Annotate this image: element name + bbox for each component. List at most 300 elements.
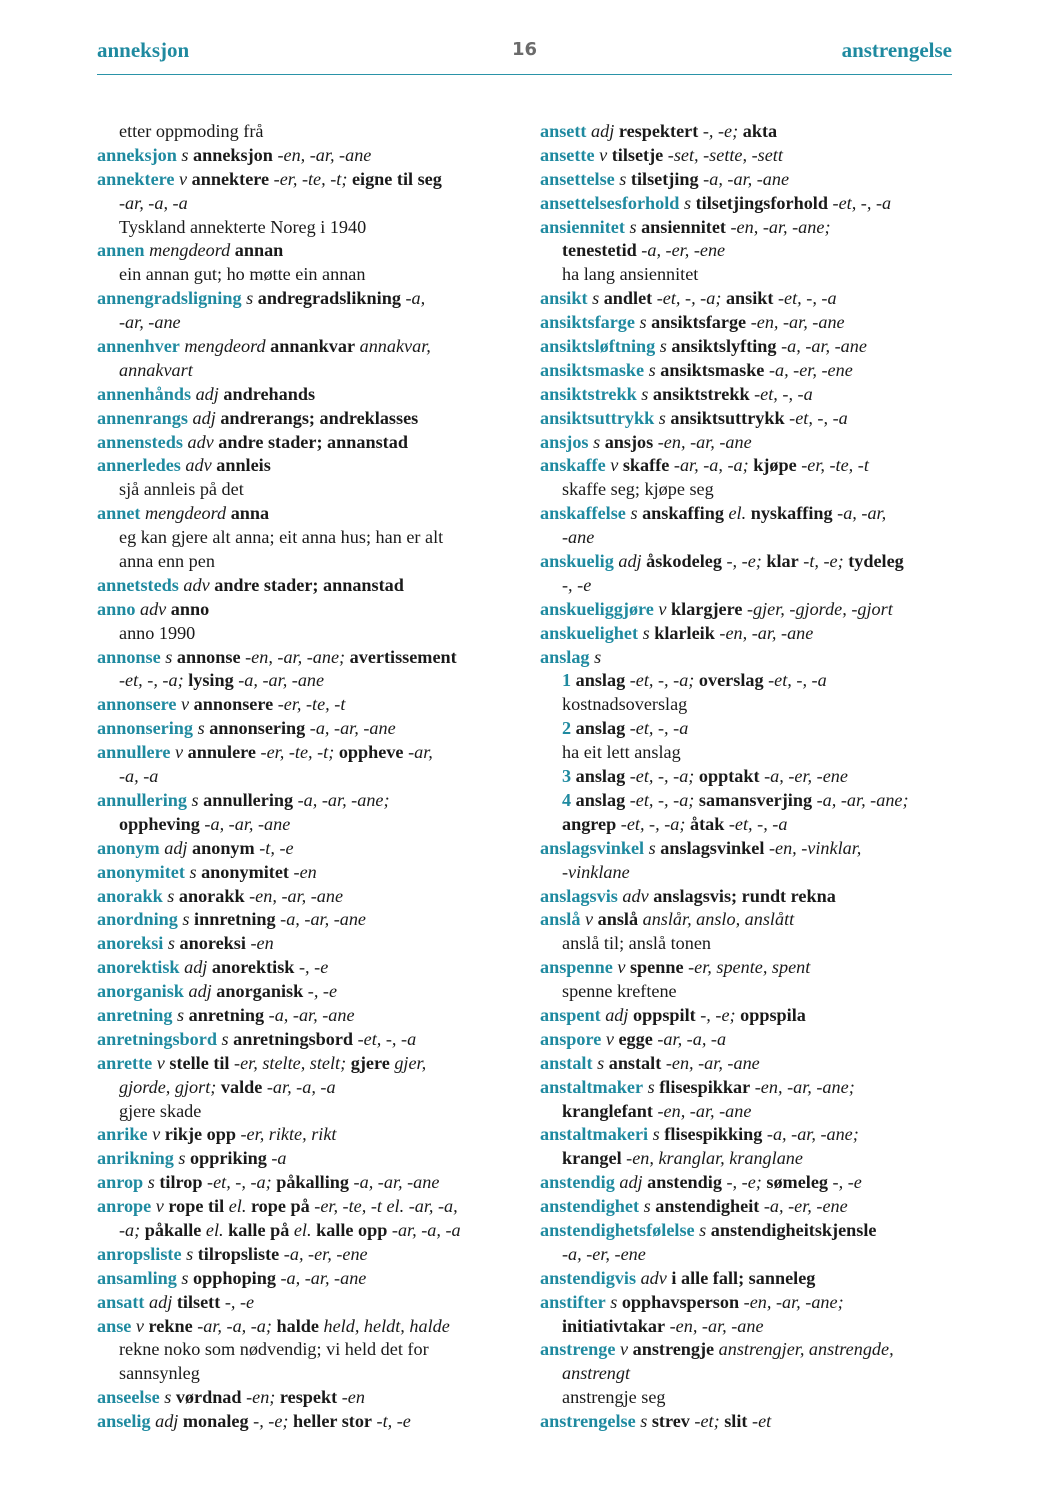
translation: annulere [187,742,256,763]
entry-continuation-line [540,574,960,598]
right-column [540,120,960,1434]
entry-line [540,287,960,311]
grammar-note: -a, -ar, -ane [238,670,325,691]
entry-line [97,407,517,431]
entry-continuation-line [97,765,517,789]
grammar-note: -a, -er, -ene [763,1196,848,1217]
grammar-note: v [155,1196,164,1217]
headword: anselig [97,1411,151,1432]
headword: anslagsvinkel [540,837,645,858]
entry-line [540,502,960,526]
grammar-note: -er, -te, -t [277,694,346,715]
translation: andrerangs; andreklasses [220,407,419,428]
headword: ansiennitet [540,216,625,237]
entry-continuation-line [540,239,960,263]
translation: gjere [350,1052,390,1073]
entry-line [540,1076,960,1100]
grammar-note: -en, -ar, -ane; [245,646,346,667]
entry-line [97,789,517,813]
entry-line [97,1004,517,1028]
translation: nyskaffing [750,503,833,524]
headword: annen [97,240,145,261]
grammar-note: s [592,288,600,309]
headword: anropsliste [97,1243,182,1264]
headword: ansjos [540,431,589,452]
entry-line [540,1004,960,1028]
entry-continuation-line [540,789,960,813]
grammar-note: -ar, -a, -a [119,192,188,213]
entry-continuation-line [97,263,517,287]
translation: angrep [562,813,617,834]
headword: ansikt [540,288,588,309]
entry-line [540,1171,960,1195]
translation: skaffe [622,455,670,476]
grammar-note: v [605,1028,614,1049]
entry-line [97,1410,517,1434]
headword: anskuelighet [540,622,639,643]
grammar-note: -, -e; [253,1411,289,1432]
entry-line [540,216,960,240]
headword: 4 [562,789,572,810]
headword: ansiktsfarge [540,312,635,333]
translation: anorganisk [216,981,304,1002]
entry-line [540,1410,960,1434]
entry-continuation-line [540,1243,960,1267]
entry-line [540,956,960,980]
entry-continuation-line [97,1338,517,1362]
translation: andregradslikning [257,288,401,309]
grammar-note: -en, -ar, -ane [277,144,372,165]
grammar-note: annakvart [119,359,193,380]
headword: anorganisk [97,981,184,1002]
headword: ansettelsesforhold [540,192,680,213]
grammar-note: -, -e [832,1172,862,1193]
headword: anstendighetsfølelse [540,1219,695,1240]
grammar-note: -ar, -a, -a [391,1219,461,1240]
headword: anskueliggjøre [540,598,654,619]
entry-continuation-line [540,693,960,717]
translation: kalle opp [316,1219,388,1240]
translation: kjøpe [753,455,797,476]
grammar-note: -t, -e [376,1411,411,1432]
grammar-note: -, -e [224,1291,255,1312]
grammar-note: s [186,1243,194,1264]
grammar-note: adj [619,1172,643,1193]
grammar-note: -gjer, -gjorde, -gjort [746,598,893,619]
grammar-note: -et, -, -a; [629,789,695,810]
grammar-note: -a, -ar, -ane; [816,789,909,810]
entry-line [97,908,517,932]
translation: anno [170,598,210,619]
grammar-note: -er, spente, spent [688,957,811,978]
translation: anslagsvis; rundt rekna [653,885,836,906]
grammar-note: s [178,1148,186,1169]
entry-continuation-line [540,1147,960,1171]
translation: eigne til seg [351,168,442,189]
entry-line [540,454,960,478]
translation: anna [230,503,270,524]
translation: ansiktsfarge [651,312,747,333]
grammar-note: v [156,1052,165,1073]
headword: ansiktsuttrykk [540,407,655,428]
grammar-note: s [147,1172,155,1193]
grammar-note: s [164,1387,172,1408]
grammar-note: -en, -ar, -ane; [743,1291,844,1312]
translation: anskaffing [642,503,724,524]
grammar-note: -er, stelte, stelt; [234,1052,347,1073]
entry-line [97,502,517,526]
grammar-note: el. [293,1219,312,1240]
grammar-note: s [648,837,656,858]
grammar-note: -t, -e; [803,551,844,572]
grammar-note: s [191,789,199,810]
grammar-note: v [610,455,619,476]
headword: anneksjon [97,144,177,165]
grammar-note: -et, -, -a [832,192,892,213]
grammar-note: -en [250,933,274,954]
entry-continuation-line [97,1076,517,1100]
grammar-note: -en, -vinklar, [768,837,862,858]
headword: anstaltmakeri [540,1124,649,1145]
entry-continuation-line [540,526,960,550]
grammar-note: s [197,718,205,739]
entry-line [97,239,517,263]
translation: rope til [168,1196,225,1217]
grammar-note: -en [341,1387,365,1408]
grammar-note: -et, -, -a; [629,766,695,787]
translation: anstendigheit [655,1196,760,1217]
entry-line [97,861,517,885]
grammar-note: gjer, [394,1052,427,1073]
entry-line [97,431,517,455]
translation: anonymitet [201,861,289,882]
entry-continuation-line [97,622,517,646]
text: ein annan gut; ho møtte ein annan [119,264,366,285]
entry-line [540,1291,960,1315]
grammar-note: -ar, -a, -a; [197,1315,272,1336]
translation: kranglefant [562,1100,653,1121]
entry-line [540,550,960,574]
grammar-note: -a, -ar, -ane [309,718,396,739]
translation: anslag [575,718,626,739]
entry-continuation-line [97,359,517,383]
text: anslå til; anslå tonen [562,933,711,954]
entry-line [97,1123,517,1147]
grammar-note: adj [591,121,615,141]
translation: ansjos [604,431,654,452]
translation: rikje opp [164,1124,236,1145]
grammar-note: s [699,1219,707,1240]
translation: ansiktslyfting [671,336,777,357]
headword: annerledes [97,455,181,476]
translation: tilsett [176,1291,221,1312]
grammar-note: -, -e; [726,1172,762,1193]
grammar-note: adj [155,1411,179,1432]
translation: krangel [562,1148,622,1169]
grammar-note: -et, -, -a [778,288,837,309]
grammar-note: -ar, -a, -a [266,1076,336,1097]
translation: annonsering [209,718,306,739]
headword: anretning [97,1004,173,1025]
headword: annenhånds [97,383,192,404]
translation: ansiktstrekk [652,383,750,404]
entry-continuation-line [540,669,960,693]
translation: flisespikking [664,1124,763,1145]
entry-continuation-line [540,1100,960,1124]
translation: innretning [194,909,276,930]
grammar-note: -er, -te, -t [801,455,869,476]
grammar-note: s [167,933,175,954]
grammar-note: s [643,1196,651,1217]
grammar-note: v [174,742,184,763]
grammar-note: el. [205,1219,224,1240]
grammar-note: adj [618,551,642,572]
entry-line [97,646,517,670]
entry-line [540,168,960,192]
grammar-note: adj [192,407,216,428]
translation: overslag [698,670,764,691]
grammar-note: -a [271,1148,287,1169]
entry-line [97,932,517,956]
grammar-note: adj [195,383,219,404]
translation: oppheve [338,742,404,763]
text: sjå annleis på det [119,479,244,500]
entry-line [540,1123,960,1147]
grammar-note: anstrengt [562,1363,631,1384]
headword: ansette [540,144,595,165]
grammar-note: s [181,144,189,165]
entry-continuation-line [97,1100,517,1124]
translation: anorektisk [211,957,295,978]
grammar-note: -et, -, -a; [119,670,184,691]
grammar-note: -a, -er, -ene [641,240,726,261]
grammar-note: -et, -, -a [357,1028,417,1049]
translation: klargjere [671,598,743,619]
translation: annektere [191,168,270,189]
entry-continuation-line [97,550,517,574]
translation: opphavsperson [621,1291,740,1312]
translation: andre stader; annanstad [218,431,408,452]
grammar-note: s [639,312,647,333]
grammar-note: anstrengjer, anstrengde, [718,1339,894,1360]
grammar-note: -en [293,861,317,882]
entry-line [97,1315,517,1339]
grammar-note: s [658,407,666,428]
translation: påkalle [144,1219,202,1240]
headword: anonymitet [97,861,185,882]
entry-line [97,1386,517,1410]
grammar-note: s [647,1076,655,1097]
entry-continuation-line [97,192,517,216]
translation: ansiennitet [641,216,726,237]
translation: kalle på [228,1219,290,1240]
headword: annonsering [97,718,194,739]
translation: oppheving [119,813,200,834]
entry-continuation-line [540,980,960,1004]
text: rekne noko som nødvendig; vi held det for [119,1339,429,1360]
entry-line [540,1195,960,1219]
translation: tilrop [159,1172,203,1193]
grammar-note: -a, -er, -ene [764,766,848,787]
grammar-note: -a, -ar, -ane [204,813,291,834]
entry-continuation-line [97,669,517,693]
headword: annenhver [97,336,180,357]
text: ha lang ansiennitet [562,264,699,285]
headword: ansett [540,121,587,141]
entry-continuation-line [97,813,517,837]
entry-continuation-line [540,1315,960,1339]
translation: valde [220,1076,263,1097]
translation: anretningsbord [233,1028,354,1049]
headword: anstrenge [540,1339,616,1360]
headword: annonsere [97,694,177,715]
headword: ansiktstrekk [540,383,637,404]
entry-continuation-line [97,1219,517,1243]
grammar-note: s [246,288,254,309]
grammar-note: s [630,503,638,524]
grammar-note: held, heldt, halde [323,1315,450,1336]
grammar-note: -, -e; [702,121,739,141]
grammar-note: -a, [405,288,426,309]
grammar-note: -et, -, -a [768,670,827,691]
headword: ansiktsløftning [540,336,656,357]
grammar-note: adj [184,957,208,978]
grammar-note: adv [640,1267,667,1288]
grammar-note: el. [728,503,747,524]
grammar-note: -en, -ar, -ane [750,312,845,333]
grammar-note: adv [139,598,167,619]
translation: oppspilt [633,1004,696,1025]
text: anno 1990 [119,622,196,643]
entry-line [540,359,960,383]
headword: anskaffe [540,455,606,476]
entry-continuation-line [540,1362,960,1386]
entry-line [540,1028,960,1052]
grammar-note: -er, -te, -t; [273,168,348,189]
grammar-note: -a, -ar, -ane [703,168,790,189]
entry-line [97,335,517,359]
running-head-right: anstrengelse [841,38,952,62]
entry-continuation-line [540,932,960,956]
entry-line [540,646,960,670]
grammar-note: -a, -ar, -ane [280,909,367,930]
translation: ansikt [725,288,774,309]
grammar-note: gjorde, gjort; [119,1076,217,1097]
grammar-note: -a, -ar, -ane [781,336,867,357]
grammar-note: v [135,1315,144,1336]
grammar-note: -, -e [562,574,592,595]
entry-continuation-line [540,478,960,502]
entry-line [97,1147,517,1171]
entry-continuation-line [97,526,517,550]
entry-line [540,908,960,932]
grammar-note: -a, -ar, -ane [353,1172,440,1193]
grammar-note: s [619,168,627,189]
running-head-left: anneksjon [97,38,190,62]
translation: opphoping [193,1267,276,1288]
text: ha eit lett anslag [562,742,681,763]
text: Tyskland annekterte Noreg i 1940 [119,216,367,237]
grammar-note: adv [622,885,649,906]
grammar-note: v [152,1124,161,1145]
translation: oppspila [740,1004,806,1025]
grammar-note: -a, -ar, -ane [280,1267,367,1288]
entry-line [97,741,517,765]
text: eg kan gjere alt anna; eit anna hus; han er alt [119,527,444,548]
headword: anrop [97,1172,144,1193]
grammar-note: adj [605,1004,629,1025]
entry-line [540,120,960,144]
grammar-note: adv [185,455,212,476]
translation: åskodeleg [646,551,722,572]
entry-line [97,574,517,598]
grammar-note: -en, -ar, -ane [719,622,814,643]
grammar-note: -a, -ar, -ane; [297,789,390,810]
entry-line [540,622,960,646]
text: anna enn pen [119,551,215,572]
entry-continuation-line [97,311,517,335]
translation: opptakt [698,766,760,787]
headword: annullere [97,742,171,763]
grammar-note: -, -e; [700,1004,736,1025]
translation: påkalling [276,1172,349,1193]
translation: egge [618,1028,653,1049]
headword: ansamling [97,1267,177,1288]
grammar-note: mengdeord [149,240,231,261]
entry-continuation-line [97,216,517,240]
entry-line [540,837,960,861]
text: spenne kreftene [562,981,677,1002]
headword: anno [97,598,136,619]
translation: respekt [279,1387,338,1408]
headword: anstaltmaker [540,1076,644,1097]
entry-line [540,885,960,909]
grammar-note: s [659,336,667,357]
entry-line [540,383,960,407]
entry-line [540,144,960,168]
translation: anstendig [647,1172,722,1193]
entry-line [540,407,960,431]
entry-line [97,1243,517,1267]
headword: anseelse [97,1387,160,1408]
entry-continuation-line [540,717,960,741]
translation: anslå [597,909,639,930]
grammar-note: s [642,622,650,643]
text: sannsynleg [119,1363,200,1384]
translation: annan [234,240,284,261]
grammar-note: -, -e [307,981,338,1002]
translation: strev [651,1411,690,1432]
grammar-note: -et, -, -a [728,813,788,834]
text: etter oppmoding frå [119,121,264,141]
grammar-note: mengdeord [145,503,227,524]
translation: lysing [188,670,234,691]
translation: ansiktsmaske [660,359,765,380]
entry-line [97,287,517,311]
grammar-note: v [599,144,608,165]
headword: anslagsvis [540,885,618,906]
translation: tilsetjingsforhold [695,192,828,213]
headword: anstalt [540,1052,593,1073]
translation: monaleg [182,1411,249,1432]
grammar-note: -set, -sette, -sett [667,144,783,165]
entry-line [540,431,960,455]
grammar-note: adv [187,431,214,452]
headword: anstifter [540,1291,606,1312]
grammar-note: -en, -ar, -ane [657,431,752,452]
translation: spenne [629,957,684,978]
translation: sømeleg [766,1172,828,1193]
